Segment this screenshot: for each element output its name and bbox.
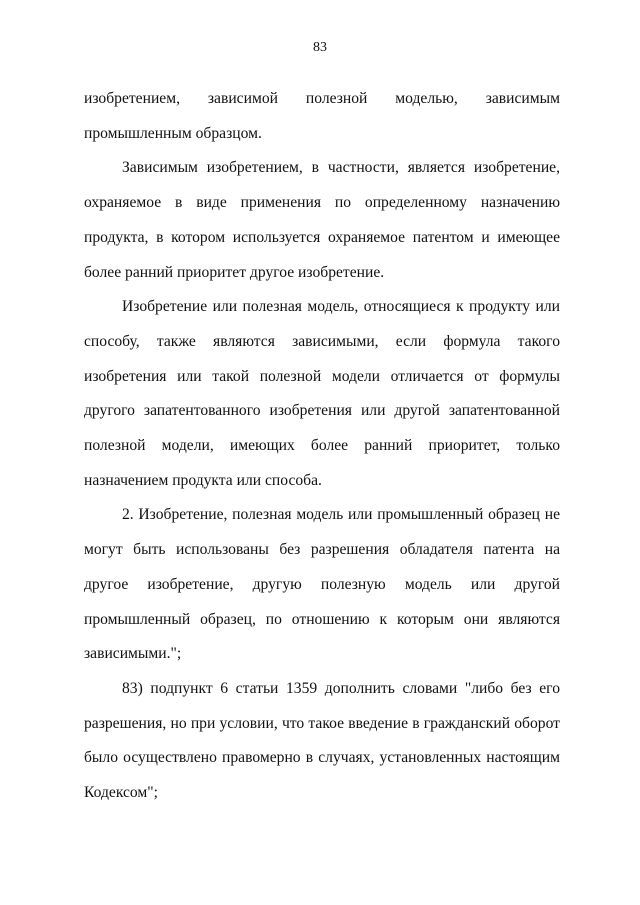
document-body <box>84 82 560 811</box>
paragraph-item-83: 83) подпункт 6 статьи 1359 дополнить словами "либо без его разрешения, но при условии, что такое введение в гражданский оборот было осуществлено правомерно в случаях, установленных настоящим Кодексом"; <box>84 679 560 802</box>
paragraph-continuation: изобретением, зависимой полезной моделью, зависимым промышленным образцом. <box>84 90 560 142</box>
paragraph-dependent-invention-definition: Зависимым изобретением, в частности, является изобретение, охраняемое в виде применения по определенному назначению продукта, в котором используется охраняемое патентом и имеющее более ранний приоритет другое изобретение. <box>84 159 560 281</box>
page-number: 83 <box>313 40 327 55</box>
paragraph-clause-2: 2. Изобретение, полезная модель или промышленный образец не могут быть использованы без разрешения обладателя патента на другое изобретение, другую полезную модель или другой промышленный образец, по отношению к которым они являются зависимыми."; <box>84 506 560 663</box>
paragraph-product-or-method: Изобретение или полезная модель, относящиеся к продукту или способу, также являются зависимыми, если формула такого изобретения или такой полезной модели отличается от формулы другого запатентованного изобретения или другой запатентованной полезной модели, имеющих более ранний приоритет, только назначением продукта или способа. <box>84 298 560 489</box>
